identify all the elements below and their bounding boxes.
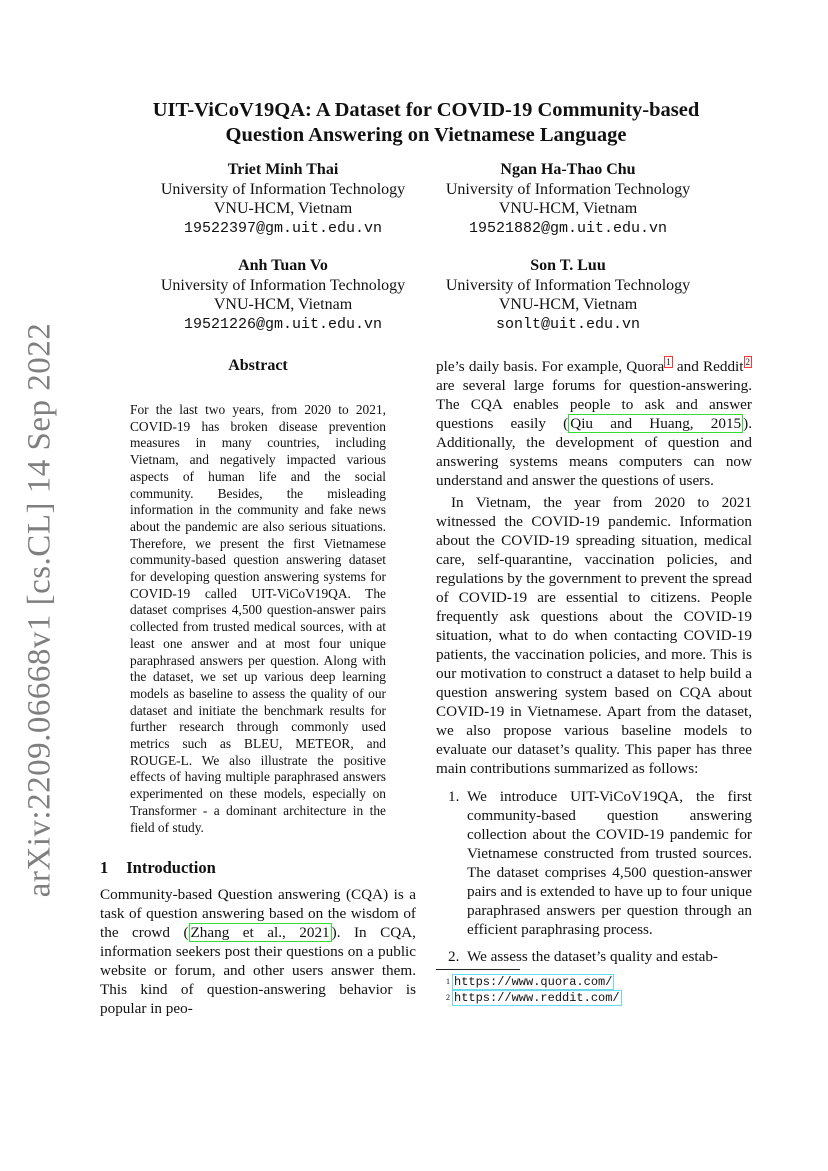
author-name: Ngan Ha-Thao Chu <box>500 161 636 178</box>
author-affiliation: University of Information Technology <box>445 276 691 294</box>
abstract-heading: Abstract <box>228 357 288 374</box>
text-run: Community-based Question answering (CQA) is a task of question answering based on the wisdom of the crowd ( <box>100 886 416 941</box>
text-run: and Reddit <box>672 358 744 375</box>
author-name: Triet Minh Thai <box>227 161 339 178</box>
section-number: 1 <box>100 858 109 877</box>
author-name: Anh Tuan Vo <box>238 257 328 274</box>
citation-link[interactable]: Zhang et al., 2021 <box>190 924 330 941</box>
author-block-3 <box>138 256 428 334</box>
author-affiliation: University of Information Technology <box>445 180 691 198</box>
list-item-text: We introduce UIT-ViCoV19QA, the first community-based question answering collection about the COVID-19 pandemic for Vietnamese constructed from trusted sources. The dataset comprises 4,500 question-answer pairs and is extended to have up to four unique paraphrased answers per question through an efficient paraphrasing process. <box>467 788 752 938</box>
author-block-4 <box>423 256 713 334</box>
arxiv-identifier-stamp <box>20 322 60 898</box>
contributions-list <box>436 787 752 966</box>
author-affiliation-location: VNU-HCM, Vietnam <box>498 296 638 313</box>
section-heading <box>100 858 216 878</box>
intro-paragraph-left <box>100 885 416 1018</box>
list-number: 1. <box>448 788 460 805</box>
text-run: ). Additionally, the development of question and answering systems means computers can now understand and answer the questions of users. <box>436 415 753 489</box>
footnote-divider <box>436 969 520 970</box>
title-line-2: Question Answering on Vietnamese Language <box>225 124 627 146</box>
footnote-1 <box>446 975 614 990</box>
author-block-2 <box>423 160 713 238</box>
list-item <box>436 947 752 966</box>
citation-link[interactable]: Qiu and Huang, 2015 <box>570 415 742 432</box>
text-run: ). In CQA, information seekers post their questions on a public website or forum, and other users answer them. This kind of question-answering behavior is popular in peo- <box>100 924 416 1017</box>
footnote-ref-2[interactable]: 2 <box>745 356 750 367</box>
author-name: Son T. Luu <box>530 257 606 274</box>
list-item-text: We assess the dataset’s quality and estab- <box>467 948 718 965</box>
list-item <box>436 787 752 939</box>
text-run: ple’s daily basis. For example, Quora <box>436 358 665 375</box>
author-affiliation-location: VNU-HCM, Vietnam <box>498 200 638 217</box>
author-affiliation: University of Information Technology <box>160 180 406 198</box>
section-title: Introduction <box>126 858 216 877</box>
list-number: 2. <box>448 948 460 965</box>
arxiv-id-text: arXiv:2209.06668v1 [cs.CL] 14 Sep 2022 <box>21 322 58 898</box>
author-affiliation-location: VNU-HCM, Vietnam <box>213 296 353 313</box>
right-column <box>436 357 752 974</box>
footnote-mark: 2 <box>446 993 450 1002</box>
footnote-mark: 1 <box>446 977 450 986</box>
abstract-text: For the last two years, from 2020 to 2021, COVID-19 has broken disease prevention measures in many countries, including Vietnam, and negatively impacted various aspects of human life and the social community. Besides, the misleading information in the community and fake news about the pandemic are also serious situations. Therefore, we present the first Vietnamese community-based question answering dataset for developing question answering systems for COVID-19 called UIT-ViCoV19QA. The dataset comprises 4,500 question-answer pairs collected from trusted medical sources, with at least one answer and at most four unique paraphrased answers per question. Along with the dataset, we set up various deep learning models as baseline to assess the quality of our dataset and initiate the benchmark results for further research through commonly used metrics such as BLEU, METEOR, and ROUGE-L. We also illustrate the positive effects of having multiple paraphrased answers experimented on these models, especially on Transformer - a dominant architecture in the field of study. <box>130 402 386 835</box>
title-line-1: UIT-ViCoV19QA: A Dataset for COVID-19 Community-based <box>152 99 700 121</box>
text-run: are several large forums for question-answering. The CQA enables people to ask and answer questions easily ( <box>436 377 752 432</box>
paper-title <box>100 98 752 148</box>
footnote-url-link[interactable]: https://www.reddit.com/ <box>454 991 620 1005</box>
author-email[interactable]: 19521226@gm.uit.edu.vn <box>183 315 383 333</box>
footnote-url-link[interactable]: https://www.quora.com/ <box>454 975 613 989</box>
author-email[interactable]: sonlt@uit.edu.vn <box>495 315 641 333</box>
author-block-1 <box>138 160 428 238</box>
intro-paragraph-2: In Vietnam, the year from 2020 to 2021 witnessed the COVID-19 pandemic. Information about the COVID-19 spreading situation, medical care, self-quarantine, vaccination policies, and regulations by the government to prevent the spread of COVID-19 are essential to citizens. People frequently ask questions about the COVID-19 situation, what to do when contacting COVID-19 patients, the vaccination policies, and more. This is our motivation to construct a dataset to help build a question answering system based on CQA about COVID-19 in Vietnamese. Apart from the dataset, we also propose various baseline models to evaluate our dataset’s quality. This paper has three main contributions summarized as follows: <box>436 494 752 777</box>
author-email[interactable]: 19522397@gm.uit.edu.vn <box>183 219 383 237</box>
footnote-ref-1[interactable]: 1 <box>666 356 671 367</box>
author-email[interactable]: 19521882@gm.uit.edu.vn <box>468 219 668 237</box>
author-affiliation: University of Information Technology <box>160 276 406 294</box>
author-affiliation-location: VNU-HCM, Vietnam <box>213 200 353 217</box>
intro-paragraph-continued <box>436 357 752 490</box>
footnote-2 <box>446 991 622 1006</box>
